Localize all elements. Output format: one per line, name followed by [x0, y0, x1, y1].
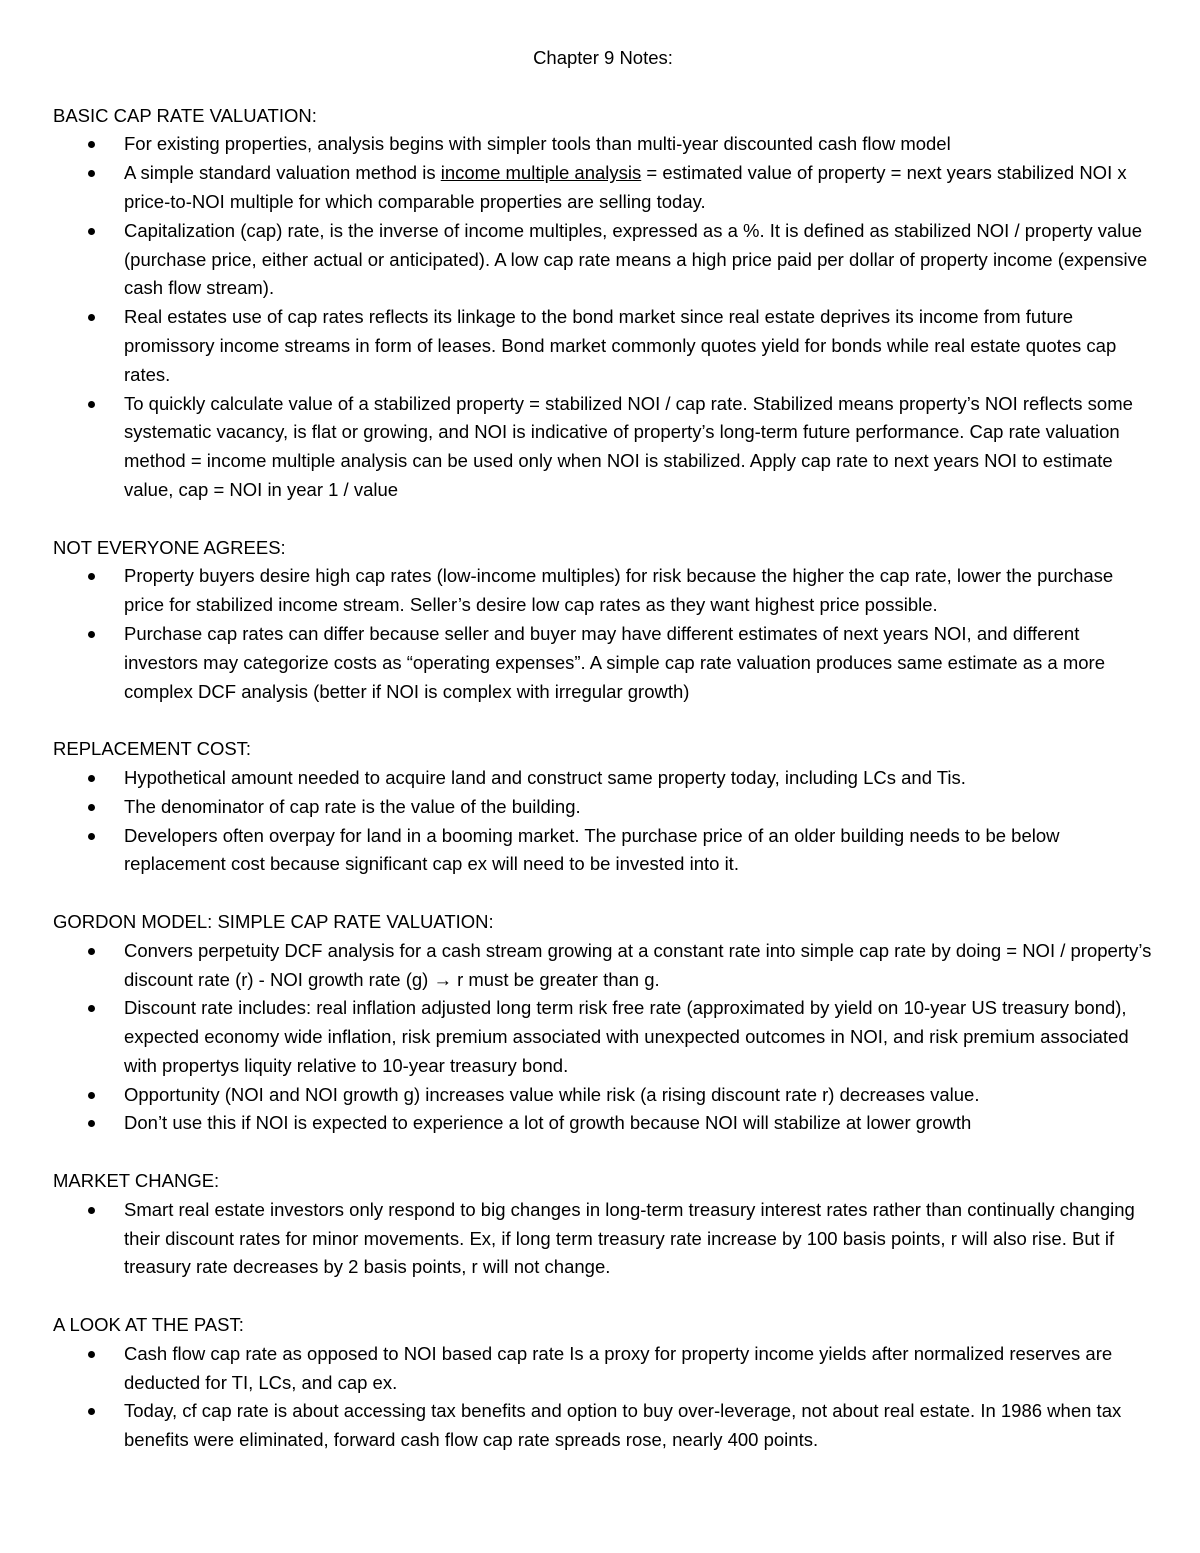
list-item-text: Convers perpetuity DCF analysis for a cash stream growing at a constant rate into simple cap rate by doing = NOI / property’s discount rate (r) - NOI growth rate (g) → r must be greater than g.	[124, 939, 1152, 990]
list-item	[53, 562, 1153, 620]
section-basic-cap-rate-valuation	[53, 102, 1153, 505]
bullet-icon	[88, 170, 95, 177]
bullet-list	[53, 937, 1153, 1139]
list-item-text: Property buyers desire high cap rates (low-income multiples) for risk because the higher the cap rate, lower the purchase price for stabilized income stream. Seller’s desire low cap rates as they want highest price possible.	[124, 565, 1114, 616]
bullet-list	[53, 562, 1153, 706]
list-item-text: Real estates use of cap rates reflects its linkage to the bond market since real estate deprives its income from future promissory income streams in form of leases. Bond market commonly quotes yield for bonds while real estate quotes cap rates.	[124, 306, 1117, 385]
bullet-icon	[88, 314, 95, 321]
list-item	[53, 620, 1153, 706]
list-item-text: To quickly calculate value of a stabilized property = stabilized NOI / cap rate. Stabilized means property’s NOI reflects some systematic vacancy, is flat or growing, and NOI is indicative of property’s long-term future performance. Cap rate valuation method = income multiple analysis can be used only when NOI is stabilized. Apply cap rate to next years NOI to estimate value, cap = NOI in year 1 / value	[124, 392, 1133, 500]
list-item	[53, 937, 1153, 995]
section-heading: BASIC CAP RATE VALUATION:	[53, 104, 317, 126]
bullet-icon	[88, 833, 95, 840]
list-item	[53, 1397, 1153, 1455]
bullet-icon	[88, 1207, 95, 1214]
bullet-icon	[88, 228, 95, 235]
list-item-text: Hypothetical amount needed to acquire land and construct same property today, including LCs and Tis.	[124, 766, 966, 788]
bullet-list	[53, 1340, 1153, 1455]
bullet-icon	[88, 775, 95, 782]
section-heading: NOT EVERYONE AGREES:	[53, 536, 286, 558]
list-item	[53, 793, 1153, 822]
list-item-text: Today, cf cap rate is about accessing tax benefits and option to buy over-leverage, not about real estate. In 1986 when tax benefits were eliminated, forward cash flow cap rate spreads rose, nearly 400 points.	[124, 1400, 1122, 1451]
bullet-icon	[88, 1120, 95, 1127]
bullet-icon	[88, 631, 95, 638]
list-item	[53, 994, 1153, 1080]
bullet-icon	[88, 1005, 95, 1012]
list-item	[53, 1196, 1153, 1282]
page-title: Chapter 9 Notes:	[533, 47, 673, 68]
list-item-text: Don’t use this if NOI is expected to experience a lot of growth because NOI will stabilize at lower growth	[124, 1112, 972, 1134]
bullet-list	[53, 764, 1153, 879]
underlined-term: income multiple analysis	[440, 162, 642, 184]
list-item	[53, 303, 1153, 389]
list-item-text: For existing properties, analysis begins with simpler tools than multi-year discounted cash flow model	[124, 133, 951, 155]
section-gordon-model	[53, 908, 1153, 1138]
section-not-everyone-agrees	[53, 534, 1153, 707]
section-replacement-cost	[53, 735, 1153, 879]
list-item-text: Purchase cap rates can differ because seller and buyer may have different estimates of next years NOI, and different investors may categorize costs as “operating expenses”. A simple cap rate valuation produces same estimate as a more complex DCF analysis (better if NOI is complex with irregular growth)	[124, 622, 1105, 702]
section-heading: A LOOK AT THE PAST:	[53, 1314, 244, 1336]
list-item-text: Smart real estate investors only respond to big changes in long-term treasury interest rates rather than continually changing their discount rates for minor movements. Ex, if long term treasury rate increase by 100 basis points, r will also rise. But if treasury rate decreases by 2 basis points, r will not change.	[124, 1198, 1135, 1278]
bullet-icon	[88, 948, 95, 955]
list-item-text: The denominator of cap rate is the value of the building.	[124, 795, 581, 817]
list-item	[53, 390, 1153, 505]
bullet-icon	[88, 401, 95, 408]
bullet-icon	[88, 1408, 95, 1415]
list-item-text: Cash flow cap rate as opposed to NOI based cap rate Is a proxy for property income yields after normalized reserves are deducted for TI, LCs, and cap ex.	[124, 1342, 1113, 1393]
list-item	[53, 1340, 1153, 1398]
bullet-list	[53, 1196, 1153, 1282]
bullet-icon	[88, 573, 95, 580]
bullet-icon	[88, 141, 95, 148]
bullet-icon	[88, 804, 95, 811]
section-a-look-at-the-past	[53, 1311, 1153, 1455]
section-heading: GORDON MODEL: SIMPLE CAP RATE VALUATION:	[53, 910, 494, 932]
list-item	[53, 159, 1153, 217]
list-item	[53, 764, 1153, 793]
list-item-text-before: A simple standard valuation method is	[124, 162, 441, 184]
list-item	[53, 1109, 1153, 1138]
list-item-text: Developers often overpay for land in a booming market. The purchase price of an older building needs to be below replacement cost because significant cap ex will need to be invested into it.	[124, 824, 1060, 875]
bullet-icon	[88, 1092, 95, 1099]
list-item	[53, 217, 1153, 303]
list-item	[53, 1081, 1153, 1110]
list-item-text: Discount rate includes: real inflation adjusted long term risk free rate (approximated by yield on 10-year US treasury bond), expected economy wide inflation, risk premium associated with unexpected outcomes in NOI, and risk premium associated with propertys liquity relative to 10-year treasury bond.	[124, 997, 1129, 1076]
list-item-text-after: = estimated value of property = next years stabilized NOI x price-to-NOI multiple for which comparable properties are selling today.	[124, 162, 1127, 212]
section-heading: MARKET CHANGE:	[53, 1170, 220, 1192]
section-heading: REPLACEMENT COST:	[53, 738, 252, 760]
bullet-icon	[88, 1351, 95, 1358]
list-item	[53, 130, 1153, 159]
section-market-change	[53, 1167, 1153, 1282]
bullet-list	[53, 130, 1153, 504]
list-item-text: Capitalization (cap) rate, is the inverse of income multiples, expressed as a %. It is defined as stabilized NOI / property value (purchase price, either actual or anticipated). A low cap rate means a high price paid per dollar of property income (expensive cash flow stream).	[124, 219, 1148, 299]
document-page	[53, 44, 1153, 1484]
list-item	[53, 822, 1153, 880]
list-item-text: Opportunity (NOI and NOI growth g) increases value while risk (a rising discount rate r) decreases value.	[124, 1083, 980, 1105]
